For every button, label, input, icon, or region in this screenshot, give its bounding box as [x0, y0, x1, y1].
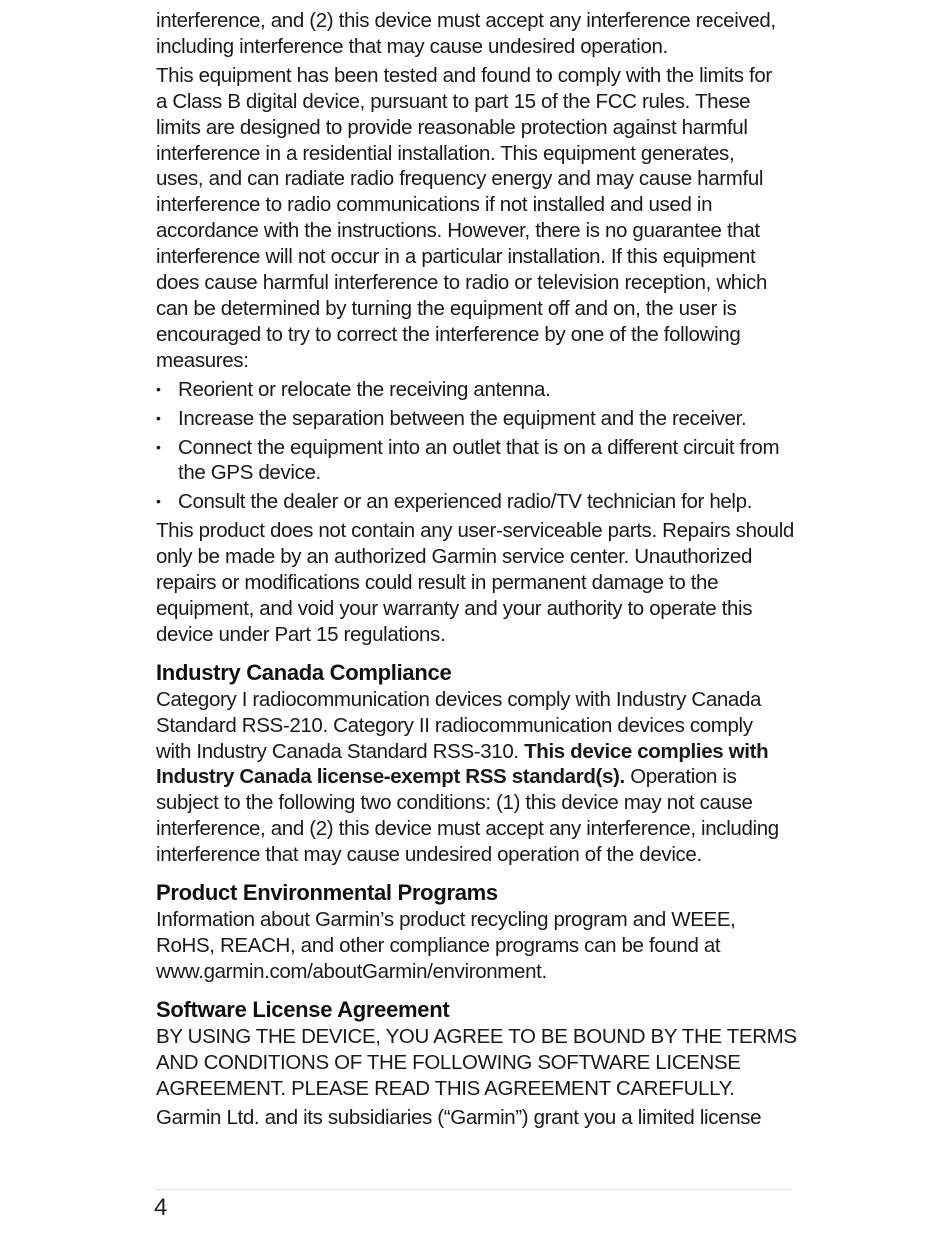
text-line: interference will not occur in a particular installation. If this equipment — [156, 245, 756, 269]
bold-text-run: This device complies with — [524, 739, 769, 763]
text-line: encouraged to try to correct the interference by one of the following — [156, 322, 741, 346]
text-line: does cause harmful interference to radio or television reception, which — [156, 271, 767, 295]
text-run: with Industry Canada Standard RSS-310. — [156, 739, 525, 763]
bullet-icon: • — [156, 493, 161, 510]
document-page — [156, 8, 816, 1130]
text-line: interference to radio communications if not installed and used in — [156, 193, 713, 217]
intro-paragraph — [156, 8, 816, 60]
text-line: Information about Garmin’s product recycling program and WEEE, — [156, 908, 736, 932]
text-line: Standard RSS-210. Category II radiocommunication devices comply — [156, 713, 753, 737]
text-line: interference that may cause undesired operation of the device. — [156, 843, 702, 867]
text-line: AGREEMENT. PLEASE READ THIS AGREEMENT CAREFULLY. — [156, 1076, 735, 1100]
fcc-paragraph — [156, 63, 816, 374]
text-line: Increase the separation between the equipment and the receiver. — [178, 406, 747, 430]
text-line — [156, 739, 816, 765]
text-line: accordance with the instructions. However, there is no guarantee that — [156, 219, 760, 243]
text-line: a Class B digital device, pursuant to part 15 of the FCC rules. These — [156, 89, 751, 113]
text-line: interference, and (2) this device must accept any interference, including — [156, 817, 779, 841]
text-run: Operation is — [624, 765, 737, 789]
page-number: 4 — [154, 1194, 168, 1221]
text-line: AND CONDITIONS OF THE FOLLOWING SOFTWARE LICENSE — [156, 1050, 741, 1074]
bullet-icon: • — [156, 380, 161, 397]
list-item — [156, 377, 816, 403]
text-line: subject to the following two conditions: (1) this device may not cause — [156, 791, 753, 815]
text-line: uses, and can radiate radio frequency energy and may cause harmful — [156, 167, 764, 191]
text-line: This product does not contain any user-serviceable parts. Repairs should — [156, 519, 794, 543]
repair-paragraph — [156, 518, 816, 648]
text-line: can be determined by turning the equipment off and on, the user is — [156, 296, 737, 320]
text-line: including interference that may cause undesired operation. — [156, 34, 668, 58]
environmental-url: www.garmin.com/aboutGarmin/environment. — [156, 959, 547, 983]
footer-divider — [156, 1189, 792, 1190]
environmental-heading: Product Environmental Programs — [156, 880, 498, 906]
industry-canada-paragraph — [156, 687, 816, 868]
software-license-heading: Software License Agreement — [156, 996, 450, 1022]
text-line: repairs or modifications could result in permanent damage to the — [156, 571, 719, 595]
text-line: Connect the equipment into an outlet that is on a different circuit from — [178, 435, 780, 459]
software-license-caps-paragraph — [156, 1024, 816, 1102]
text-line: only be made by an authorized Garmin service center. Unauthorized — [156, 545, 753, 569]
interference-measures-list — [156, 377, 816, 516]
text-line: Garmin Ltd. and its subsidiaries (“Garmin”) grant you a limited license — [156, 1105, 762, 1129]
list-item — [156, 435, 816, 487]
industry-canada-heading: Industry Canada Compliance — [156, 659, 452, 685]
text-line: This equipment has been tested and found to comply with the limits for — [156, 63, 772, 87]
bullet-icon: • — [156, 409, 161, 426]
text-line: Consult the dealer or an experienced radio/TV technician for help. — [178, 490, 753, 514]
text-line — [156, 764, 816, 790]
text-line: interference, and (2) this device must accept any interference received, — [156, 9, 776, 32]
list-item — [156, 406, 816, 432]
environmental-paragraph — [156, 907, 816, 985]
text-line: limits are designed to provide reasonable protection against harmful — [156, 115, 748, 139]
bullet-icon: • — [156, 438, 161, 455]
text-line: measures: — [156, 348, 249, 372]
text-line: RoHS, REACH, and other compliance programs can be found at — [156, 934, 721, 957]
text-line: device under Part 15 regulations. — [156, 622, 446, 646]
software-license-grant-paragraph — [156, 1105, 816, 1131]
text-line: equipment, and void your warranty and your authority to operate this — [156, 596, 753, 620]
text-line: Reorient or relocate the receiving antenna. — [178, 377, 551, 401]
text-line: the GPS device. — [178, 461, 321, 485]
bold-text-run: Industry Canada license-exempt RSS standard(s). — [156, 765, 625, 789]
text-line: BY USING THE DEVICE, YOU AGREE TO BE BOUND BY THE TERMS — [156, 1024, 797, 1048]
text-line: Category I radiocommunication devices comply with Industry Canada — [156, 687, 762, 711]
text-line: interference in a residential installation. This equipment generates, — [156, 141, 735, 165]
list-item — [156, 489, 816, 515]
